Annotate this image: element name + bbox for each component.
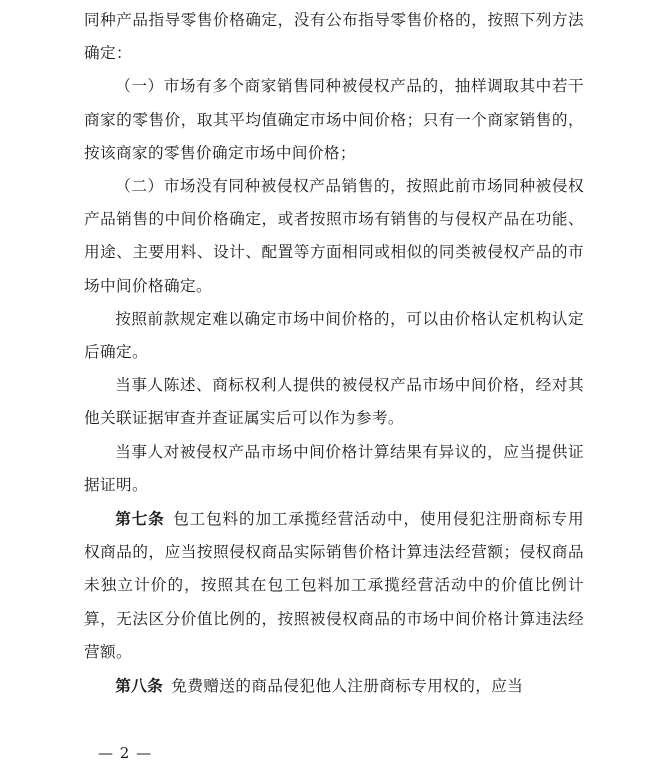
paragraph-4-text: 当事人对被侵权产品市场中间价格计算结果有异议的，应当提供证据证明。 bbox=[84, 442, 584, 494]
article-7 bbox=[84, 502, 584, 669]
paragraph-2-text: 按照前款规定难以确定市场中间价格的，可以由价格认定机构认定后确定。 bbox=[84, 309, 584, 362]
article-7-spacer bbox=[165, 510, 173, 528]
paragraph-4 bbox=[84, 436, 584, 502]
article-8-heading: 第八条 bbox=[115, 676, 164, 696]
article-8-text: 免费赠送的商品侵犯他人注册商标专用权的，应当 bbox=[171, 677, 524, 696]
paragraph-item-2 bbox=[84, 170, 584, 303]
paragraph-1 bbox=[84, 4, 584, 70]
article-7-heading: 第七条 bbox=[115, 509, 165, 529]
paragraph-item-1 bbox=[84, 70, 584, 170]
article-8 bbox=[84, 669, 584, 703]
paragraph-2 bbox=[84, 303, 584, 369]
paragraph-3 bbox=[84, 369, 584, 435]
paragraph-item-1-text: （一）市场有多个商家销售同种被侵权产品的，抽样调取其中若干商家的零售价，取其平均值确定市场中间价格；只有一个商家销售的，按该商家的零售价确定市场中间价格； bbox=[84, 77, 584, 162]
paragraph-item-2-text: （二）市场没有同种被侵权产品销售的，按照此前市场同种被侵权产品销售的中间价格确定，或者按照市场有销售的与侵权产品在功能、用途、主要用料、设计、配置等方面相同或相似的同类被侵权产品的市场中间价格确定。 bbox=[84, 177, 584, 295]
paragraph-1-text: 同种产品指导零售价格确定，没有公布指导零售价格的，按照下列方法确定： bbox=[84, 11, 584, 63]
page-number: — 2 — bbox=[98, 744, 153, 762]
paragraph-3-text: 当事人陈述、商标权利人提供的被侵权产品市场中间价格，经对其他关联证据审查并查证属实后可以作为参考。 bbox=[84, 376, 584, 428]
article-7-text: 包工包料的加工承揽经营活动中，使用侵犯注册商标专用权商品的，应当按照侵权商品实际销售价格计算违法经营额；侵权商品未独立计价的，按照其在包工包料加工承揽经营活动中的价值比例计算，无法区分价值比例的，按照被侵权商品的市场中间价格计算违法经营额。 bbox=[84, 510, 584, 661]
document-body bbox=[84, 4, 584, 703]
